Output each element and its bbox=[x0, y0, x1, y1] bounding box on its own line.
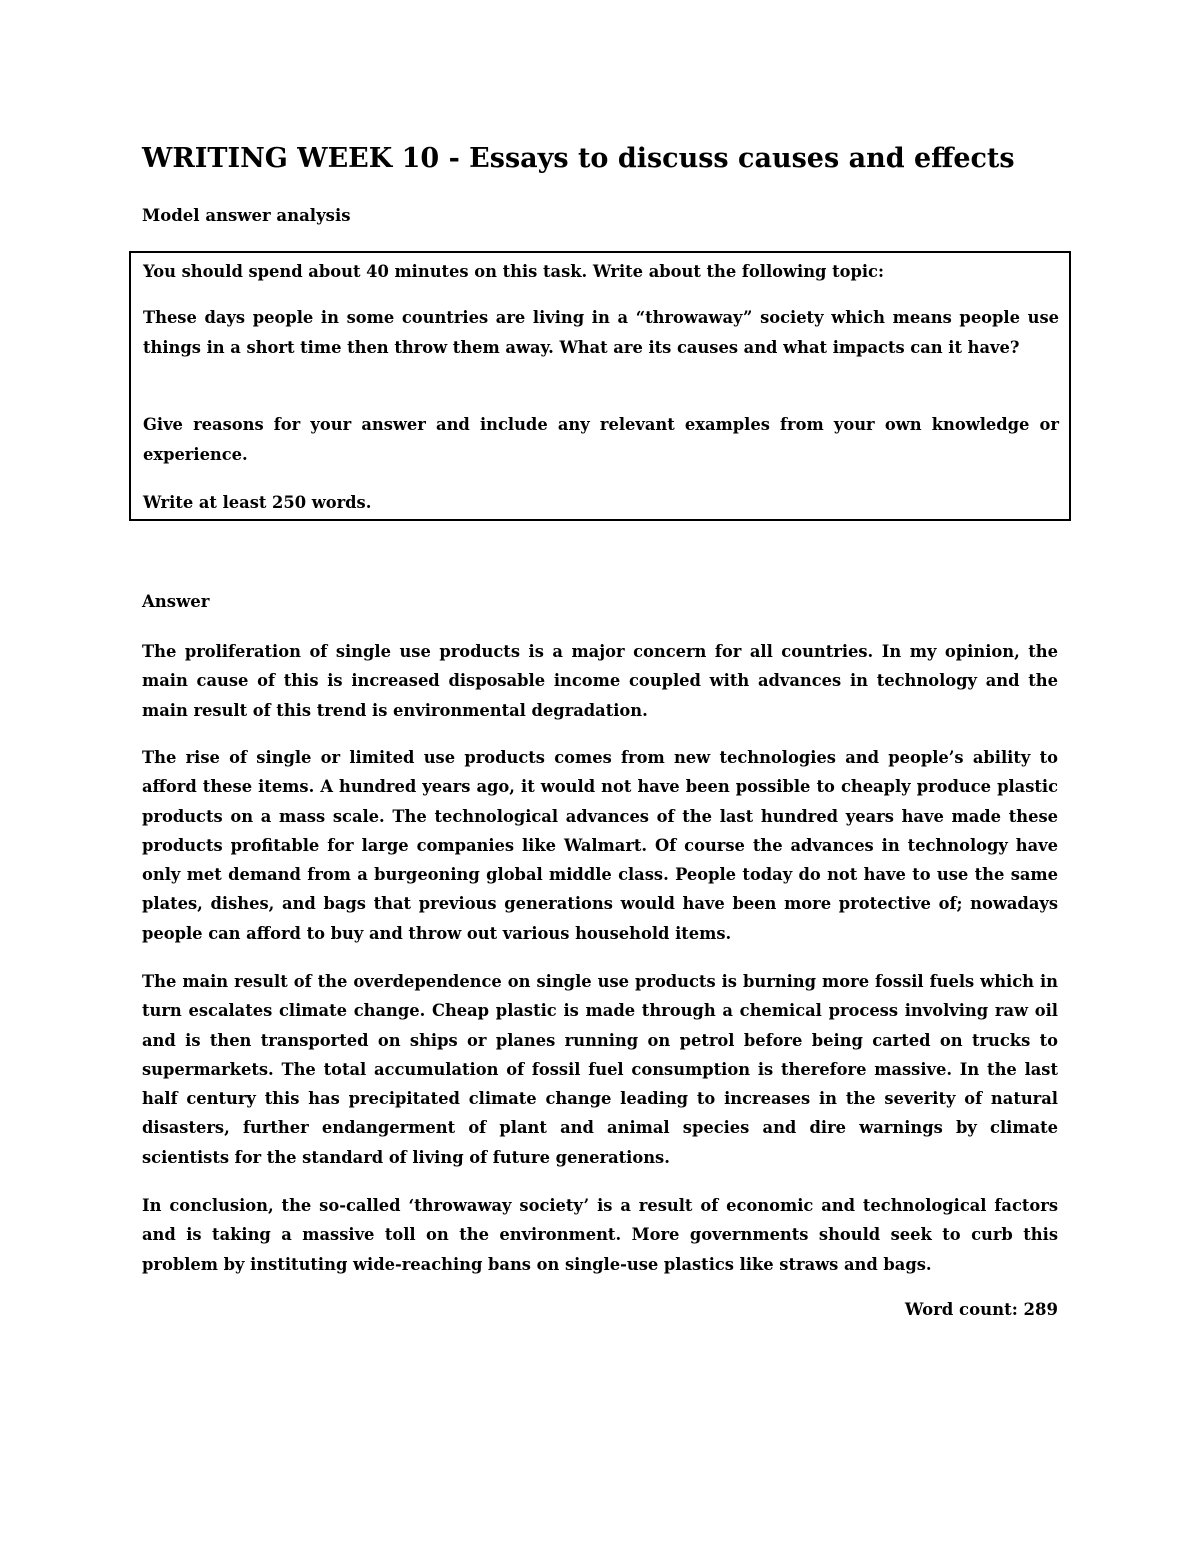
word-count: Word count: 289 bbox=[904, 1300, 1058, 1319]
answer-heading: Answer bbox=[142, 592, 210, 611]
document-title: WRITING WEEK 10 - Essays to discuss causes and effects bbox=[142, 143, 1015, 174]
task-length: Write at least 250 words. bbox=[143, 493, 372, 512]
task-prompt: These days people in some countries are living in a “throwaway” society which means people use things in a short time then throw them away. What are its causes and what impacts can it have? bbox=[143, 308, 1059, 357]
document-subtitle: Model answer analysis bbox=[142, 206, 351, 225]
answer-paragraph-conclusion: In conclusion, the so-called ‘throwaway society’ is a result of economic and technological factors and is taking a massive toll on the environment. More governments should seek to curb this problem by instituting wide-reaching bans on single-use plastics like straws and bags. bbox=[142, 1196, 1058, 1274]
answer-paragraph-intro: The proliferation of single use products is a major concern for all countries. In my opinion, the main cause of this is increased disposable income coupled with advances in technology and the main result of this trend is environmental degradation. bbox=[142, 642, 1058, 720]
answer-paragraph-effects: The main result of the overdependence on single use products is burning more fossil fuels which in turn escalates climate change. Cheap plastic is made through a chemical process involving raw oil and is then transported on ships or planes running on petrol before being carted on trucks to supermarkets. The total accumulation of fossil fuel consumption is therefore massive. In the last half century this has precipitated climate change leading to increases in the severity of natural disasters, further endangerment of plant and animal species and dire warnings by climate scientists for the standard of living of future generations. bbox=[142, 972, 1058, 1167]
answer-paragraph-causes: The rise of single or limited use products comes from new technologies and people’s ability to afford these items. A hundred years ago, it would not have been possible to cheaply produce plastic products on a mass scale. The technological advances of the last hundred years have made these products profitable for large companies like Walmart. Of course the advances in technology have only met demand from a burgeoning global middle class. People today do not have to use the same plates, dishes, and bags that previous generations would have been more protective of; nowadays people can afford to buy and throw out various household items. bbox=[142, 748, 1058, 943]
task-instruction: You should spend about 40 minutes on this task. Write about the following topic: bbox=[143, 262, 884, 281]
task-reasons: Give reasons for your answer and include any relevant examples from your own knowledge or experience. bbox=[143, 415, 1059, 464]
task-box bbox=[129, 251, 1071, 521]
